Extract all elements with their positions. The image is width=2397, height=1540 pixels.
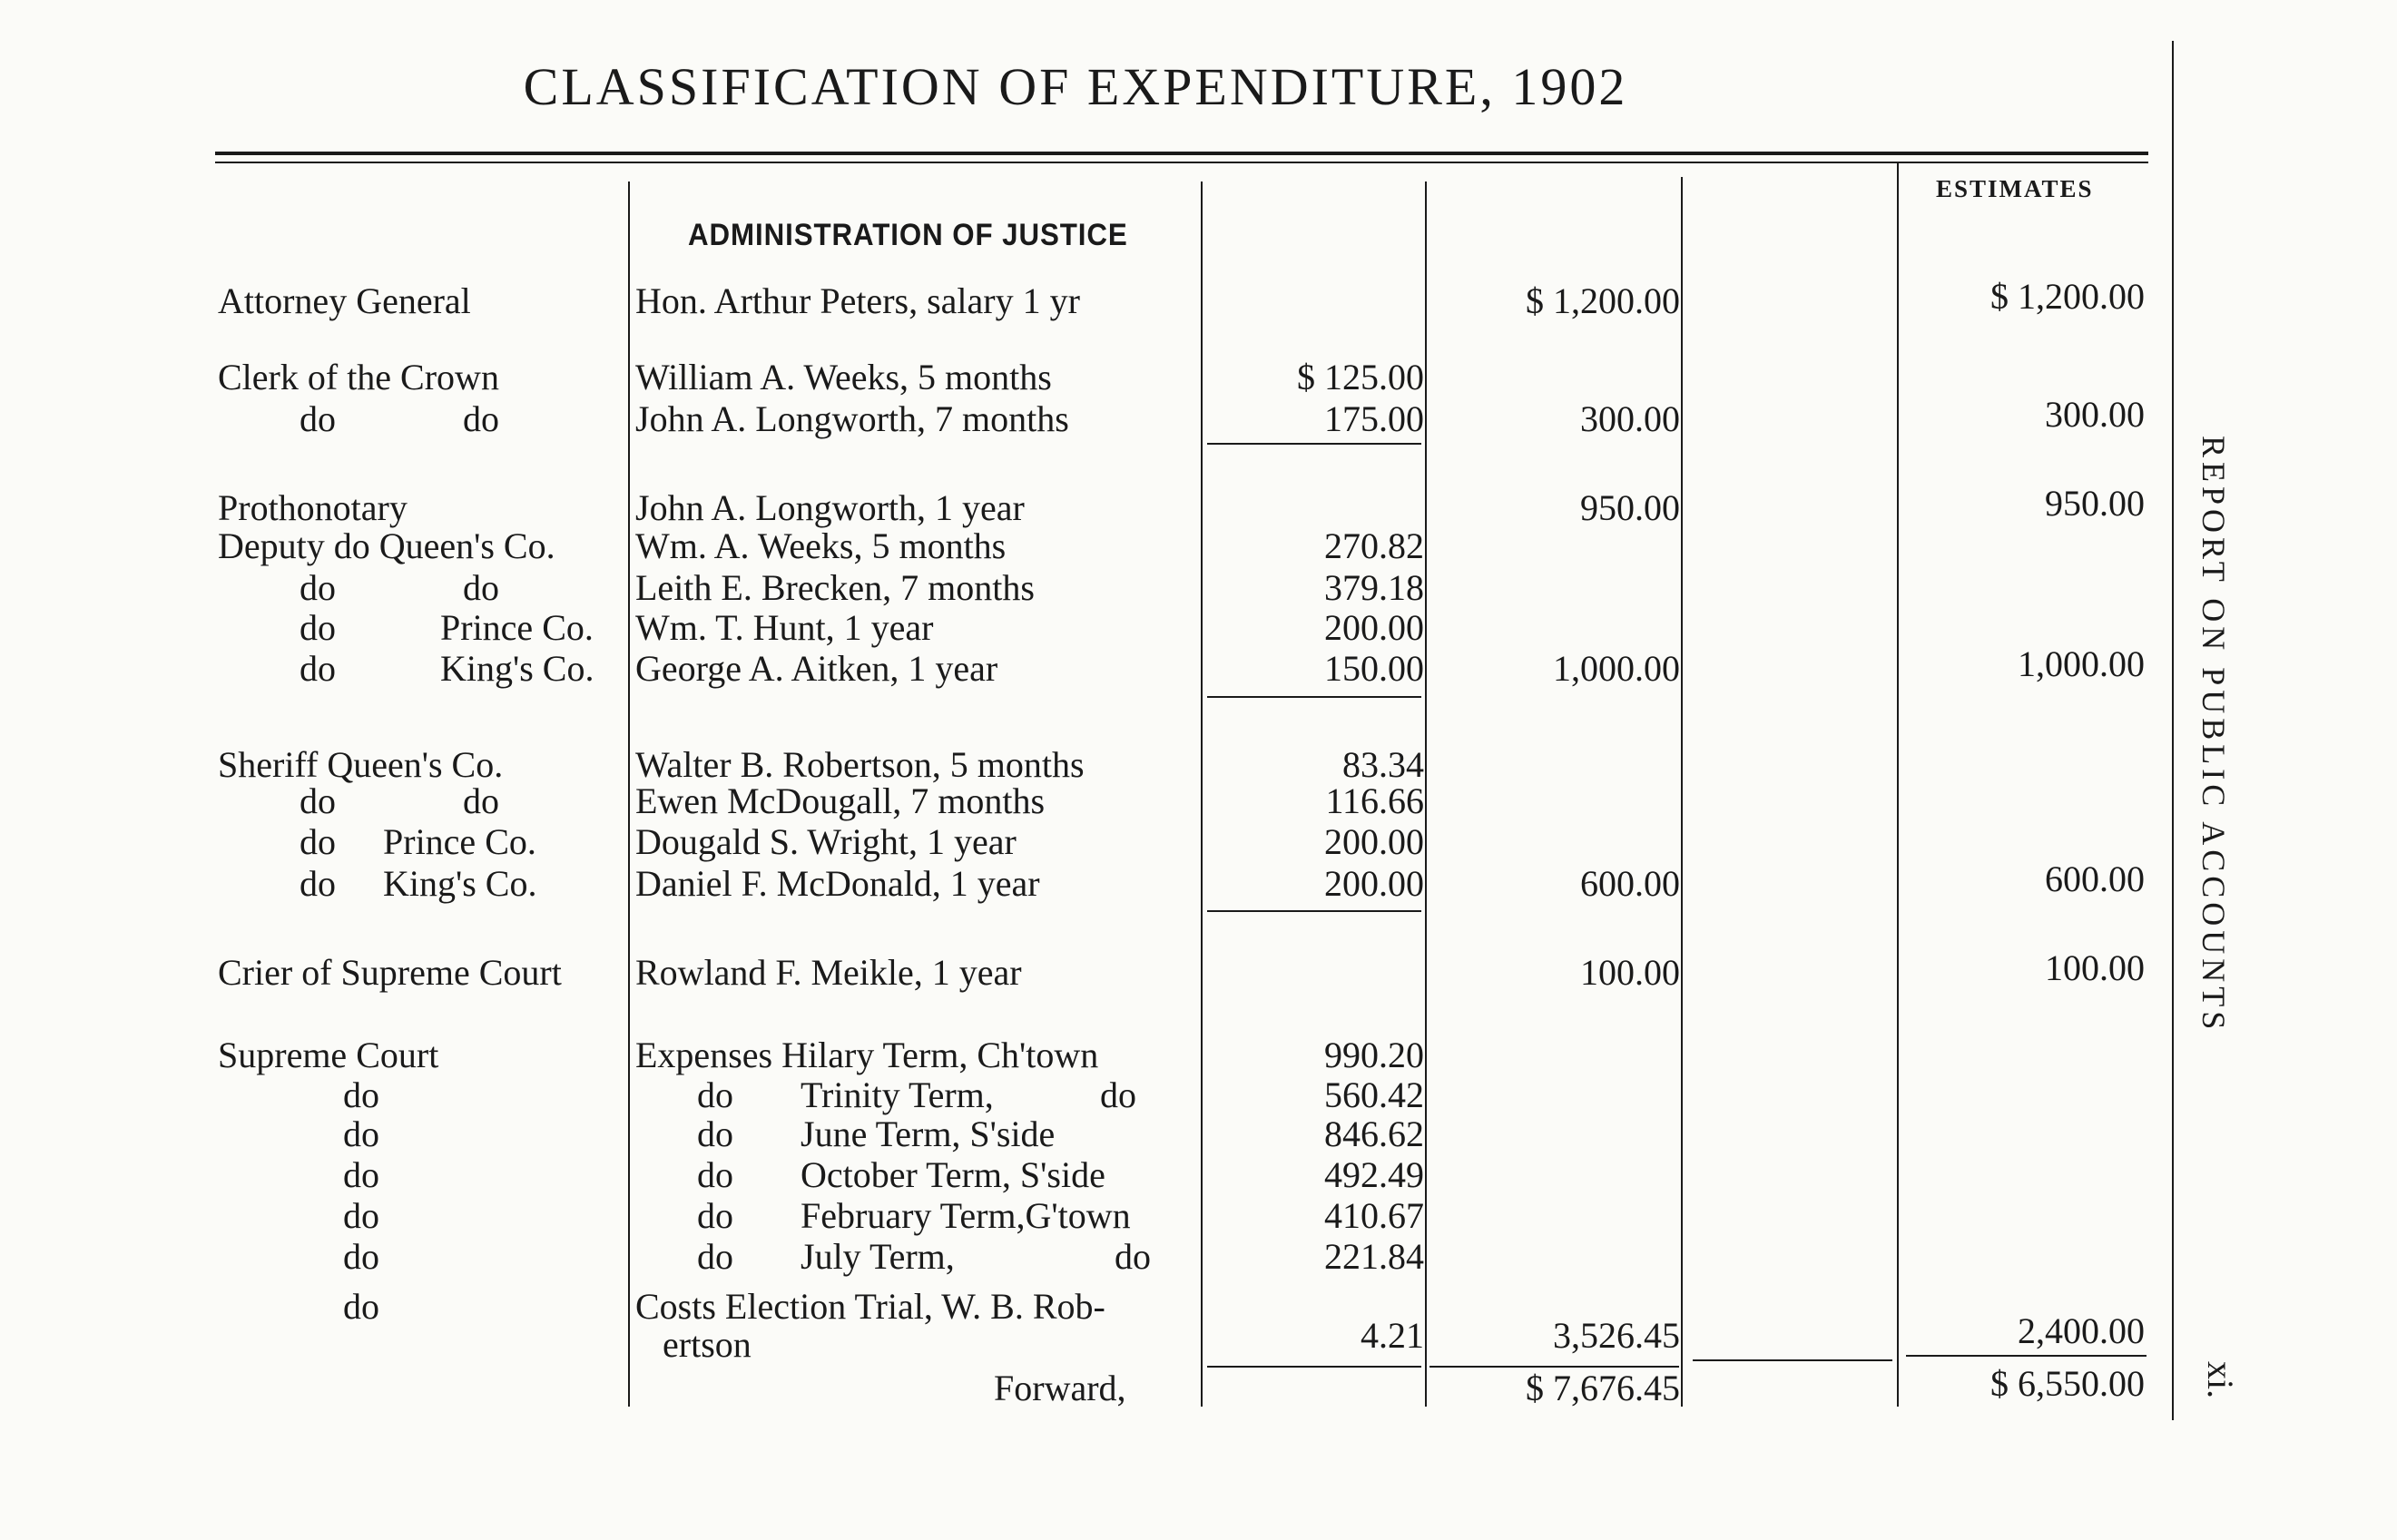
row-description-term: June Term, S'side <box>801 1113 1056 1154</box>
row-total: 300.00 <box>1580 398 1680 439</box>
row-amount: 116.66 <box>1325 780 1424 821</box>
row-description: Costs Election Trial, W. B. Rob- <box>635 1286 1105 1327</box>
row-description-term: Trinity Term, <box>801 1074 994 1115</box>
row-total: 950.00 <box>1580 487 1680 528</box>
row-label: do <box>343 1154 379 1195</box>
row-estimate: 300.00 <box>2045 394 2145 435</box>
row-label: do <box>300 863 336 904</box>
row-label: do <box>300 567 336 608</box>
row-amount: 221.84 <box>1324 1236 1424 1277</box>
column-rule-desc <box>628 181 630 1407</box>
row-description: Hon. Arthur Peters, salary 1 yr <box>635 280 1080 321</box>
row-estimate: 2,400.00 <box>2018 1310 2145 1351</box>
row-total: 1,000.00 <box>1553 648 1680 689</box>
title-rule-thick <box>215 152 2148 155</box>
row-label: Attorney General <box>218 280 471 321</box>
column-rule-amount <box>1201 181 1203 1407</box>
row-description: Dougald S. Wright, 1 year <box>635 821 1017 862</box>
subtotal-rule <box>1207 910 1421 912</box>
row-sublabel: Prince Co. <box>383 821 536 862</box>
row-description: do <box>697 1236 733 1277</box>
row-sublabel: do <box>463 398 499 439</box>
row-label: do <box>343 1195 379 1236</box>
row-amount: 200.00 <box>1324 821 1424 862</box>
row-amount: 492.49 <box>1324 1154 1424 1195</box>
row-estimate: 600.00 <box>2045 858 2145 899</box>
subtotal-rule <box>1207 443 1421 445</box>
row-description: do <box>697 1113 733 1154</box>
row-amount: 846.62 <box>1324 1113 1424 1154</box>
row-amount: 410.67 <box>1324 1195 1424 1236</box>
forward-label: Forward, <box>994 1368 1126 1408</box>
row-label: do <box>300 821 336 862</box>
row-description: John A. Longworth, 7 months <box>635 398 1069 439</box>
row-label: Clerk of the Crown <box>218 357 499 397</box>
row-label: do <box>343 1113 379 1154</box>
row-description-continued: ertson <box>663 1324 752 1365</box>
row-sublabel: Prince Co. <box>440 607 594 648</box>
row-label: do <box>343 1286 379 1327</box>
subtotal-rule <box>1207 1366 1421 1368</box>
row-description-place: do <box>1115 1236 1151 1277</box>
row-amount: 4.21 <box>1361 1315 1424 1356</box>
row-label: do <box>300 398 336 439</box>
row-total: 100.00 <box>1580 952 1680 993</box>
side-header: REPORT ON PUBLIC ACCOUNTS <box>2196 436 2232 1035</box>
row-sublabel: King's Co. <box>440 648 594 689</box>
row-sublabel: do <box>463 780 499 821</box>
row-description: Rowland F. Meikle, 1 year <box>635 952 1022 993</box>
row-amount: 379.18 <box>1324 567 1424 608</box>
row-total: 3,526.45 <box>1553 1315 1680 1356</box>
row-amount: 83.34 <box>1342 744 1424 785</box>
row-sublabel: do <box>463 567 499 608</box>
column-rule-blank <box>1681 177 1683 1407</box>
right-margin-rule <box>2172 41 2174 1420</box>
row-description: John A. Longworth, 1 year <box>635 487 1025 528</box>
row-amount: $ 125.00 <box>1297 357 1424 397</box>
row-description: George A. Aitken, 1 year <box>635 648 998 689</box>
row-amount: 270.82 <box>1324 525 1424 566</box>
estimate-rule <box>1906 1355 2146 1357</box>
row-amount: 200.00 <box>1324 863 1424 904</box>
row-label: Deputy do Queen's Co. <box>218 525 555 566</box>
forward-estimate: $ 6,550.00 <box>1990 1363 2145 1404</box>
title-rule-thin <box>215 162 2148 163</box>
row-description: Daniel F. McDonald, 1 year <box>635 863 1040 904</box>
row-amount: 150.00 <box>1324 648 1424 689</box>
row-description: do <box>697 1074 733 1115</box>
section-header: ADMINISTRATION OF JUSTICE <box>688 218 1128 252</box>
column-rule-total <box>1425 181 1427 1407</box>
row-label: do <box>343 1236 379 1277</box>
row-total: $ 1,200.00 <box>1526 280 1680 321</box>
page-number: xi. <box>2200 1361 2241 1399</box>
row-label: do <box>343 1074 379 1115</box>
row-amount: 560.42 <box>1324 1074 1424 1115</box>
page-title: CLASSIFICATION OF EXPENDITURE, 1902 <box>523 57 1628 116</box>
row-label: Sheriff Queen's Co. <box>218 744 504 785</box>
estimates-header: ESTIMATES <box>1936 175 2094 202</box>
row-label: do <box>300 607 336 648</box>
row-description-place: do <box>1100 1074 1136 1115</box>
row-estimate: 950.00 <box>2045 483 2145 524</box>
row-amount: 990.20 <box>1324 1035 1424 1075</box>
row-label: Prothonotary <box>218 487 408 528</box>
row-description: Ewen McDougall, 7 months <box>635 780 1046 821</box>
row-description: Walter B. Robertson, 5 months <box>635 744 1085 785</box>
row-label: do <box>300 780 336 821</box>
row-description: do <box>697 1154 733 1195</box>
row-label: do <box>300 648 336 689</box>
row-label: Crier of Supreme Court <box>218 952 562 993</box>
row-description: Leith E. Brecken, 7 months <box>635 567 1035 608</box>
row-total: 600.00 <box>1580 863 1680 904</box>
row-sublabel: King's Co. <box>383 863 537 904</box>
row-estimate: 1,000.00 <box>2018 643 2145 684</box>
row-description-term: July Term, <box>801 1236 955 1277</box>
row-description-term: October Term, S'side <box>801 1154 1105 1195</box>
row-description: Expenses Hilary Term, Ch'town <box>635 1035 1099 1075</box>
row-amount: 175.00 <box>1324 398 1424 439</box>
column-rule-estimate <box>1897 163 1899 1407</box>
row-description: Wm. A. Weeks, 5 months <box>635 525 1007 566</box>
forward-total: $ 7,676.45 <box>1526 1368 1680 1408</box>
row-description: William A. Weeks, 5 months <box>635 357 1052 397</box>
row-label: Supreme Court <box>218 1035 439 1075</box>
row-amount: 200.00 <box>1324 607 1424 648</box>
row-estimate: $ 1,200.00 <box>1990 276 2145 317</box>
blank-rule <box>1693 1359 1892 1361</box>
row-description-term: February Term,G'town <box>801 1195 1131 1236</box>
row-description: Wm. T. Hunt, 1 year <box>635 607 934 648</box>
row-description: do <box>697 1195 733 1236</box>
subtotal-rule <box>1207 696 1421 698</box>
row-estimate: 100.00 <box>2045 947 2145 988</box>
